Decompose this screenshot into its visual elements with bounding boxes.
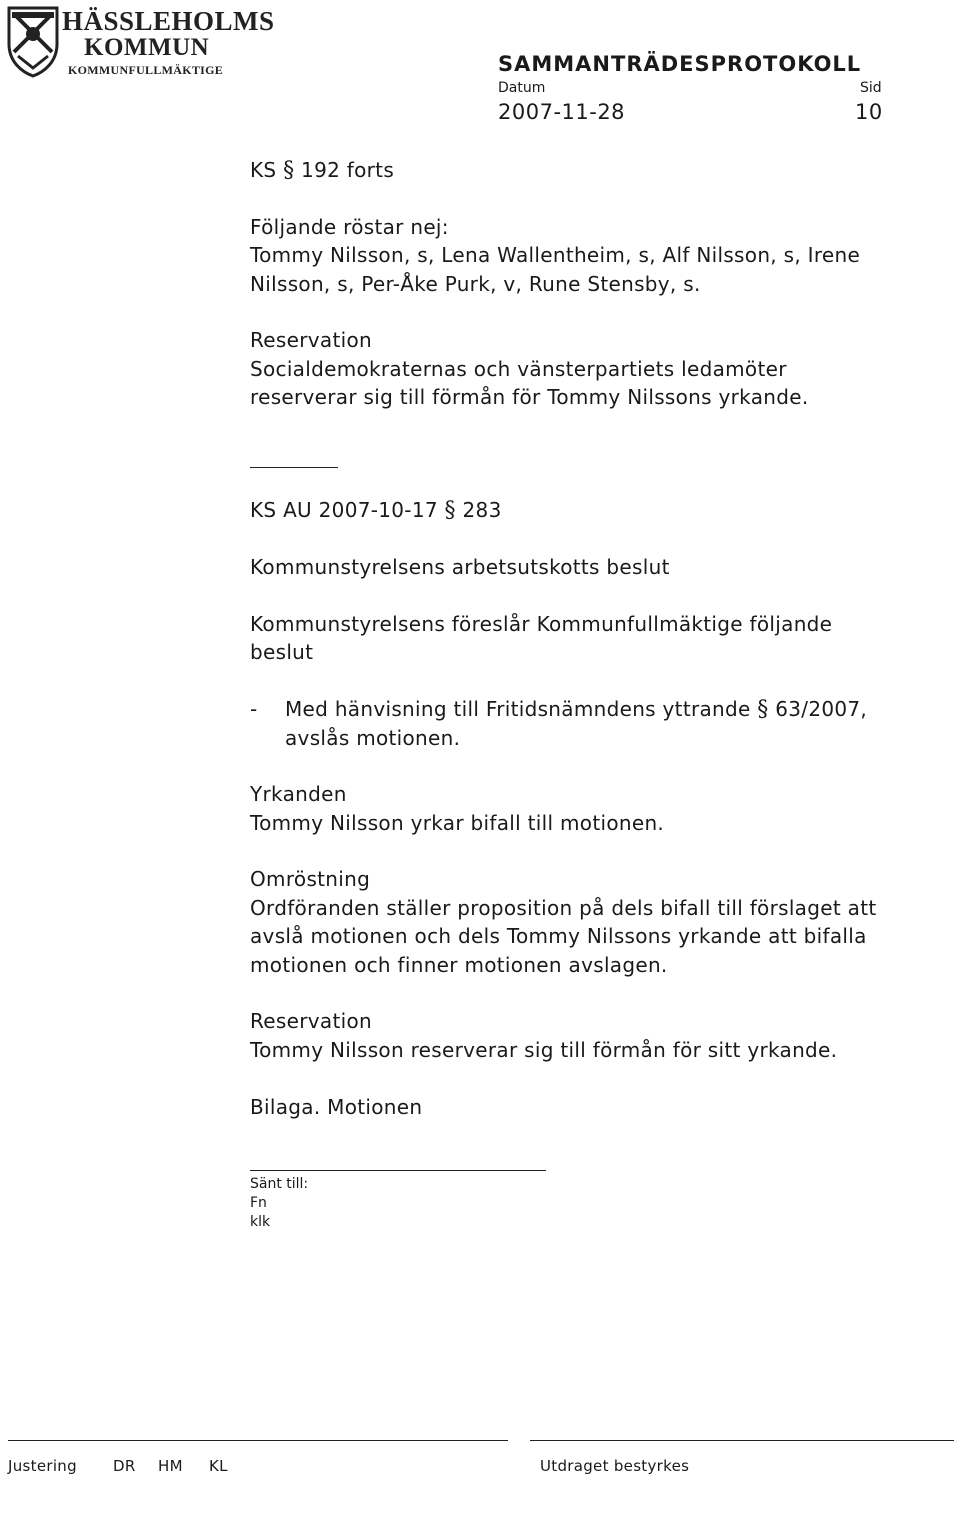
document-title: SAMMANTRÄDESPROTOKOLL [498,52,862,76]
reservation-text: Socialdemokraternas och vänsterpartiets ledamöter [250,357,787,381]
reservation-text: Tommy Nilsson reserverar sig till förmån för sitt yrkande. [250,1038,838,1062]
votes-no-line: Nilsson, s, Per-Åke Purk, v, Rune Stensby, s. [250,272,701,296]
verifier-initials: HM [158,1457,183,1475]
footer-rule [530,1440,954,1441]
section-sign-icon: § [757,697,769,722]
section-ref-prefix: KS [250,158,284,182]
verifier-initials: DR [113,1457,136,1475]
section-ref-number: 192 forts [294,158,395,182]
reservation-text: reserverar sig till förmån för Tommy Nilssons yrkande. [250,385,809,409]
coat-of-arms-icon [4,4,62,78]
date-label: Datum [498,80,546,96]
footer-rule [8,1440,508,1441]
bullet-dash: - [250,697,258,721]
section-reference [250,156,394,186]
proposal-text: Kommunstyrelsens föreslår Kommunfullmäktige följande [250,612,833,636]
vote-text: avslå motionen och dels Tommy Nilssons yrkande att bifalla [250,924,867,948]
votes-no-heading: Följande röstar nej: [250,215,449,239]
reservation-heading: Reservation [250,1009,372,1033]
decision-heading: Kommunstyrelsens arbetsutskotts beslut [250,555,670,579]
verification-label: Justering [8,1457,77,1475]
logo-name-line1: HÄSSLEHOLMS [62,6,275,36]
bullet-text-part: 63/2007, [768,697,868,721]
claims-text: Tommy Nilsson yrkar bifall till motionen. [250,811,665,835]
date-value: 2007-11-28 [498,100,626,124]
ks-au-reference [250,496,502,526]
sent-to-label: Sänt till: [250,1176,309,1192]
votes-no-line: Tommy Nilsson, s, Lena Wallentheim, s, Alf Nilsson, s, Irene [250,243,861,267]
bullet-text: avslås motionen. [285,726,461,750]
vote-heading: Omröstning [250,867,371,891]
sent-to-item: klk [250,1214,271,1230]
bullet-text [285,695,867,725]
bullet-text-part: Med hänvisning till Fritidsnämndens yttrande [285,697,758,721]
reservation-heading: Reservation [250,328,372,352]
proposal-text: beslut [250,640,314,664]
sent-to-item: Fn [250,1195,267,1211]
page-label: Sid [860,80,882,96]
logo-name-line2: KOMMUN [84,34,210,61]
attachment-text: Bilaga. Motionen [250,1095,423,1119]
claims-heading: Yrkanden [250,782,347,806]
ks-au-ref-number: 283 [455,498,502,522]
verifier-initials: KL [209,1457,228,1475]
page-value: 10 [855,100,883,124]
logo-name-line3: KOMMUNFULLMÄKTIGE [68,63,224,77]
vote-text: Ordföranden ställer proposition på dels bifall till förslaget att [250,896,877,920]
certified-label: Utdraget bestyrkes [540,1457,690,1475]
vote-text: motionen och finner motionen avslagen. [250,953,668,977]
separator-line [250,467,338,468]
section-sign-icon: § [283,158,295,183]
section-sign-icon: § [444,498,456,523]
separator-line [250,1170,546,1171]
ks-au-ref-prefix: KS AU 2007-10-17 [250,498,445,522]
